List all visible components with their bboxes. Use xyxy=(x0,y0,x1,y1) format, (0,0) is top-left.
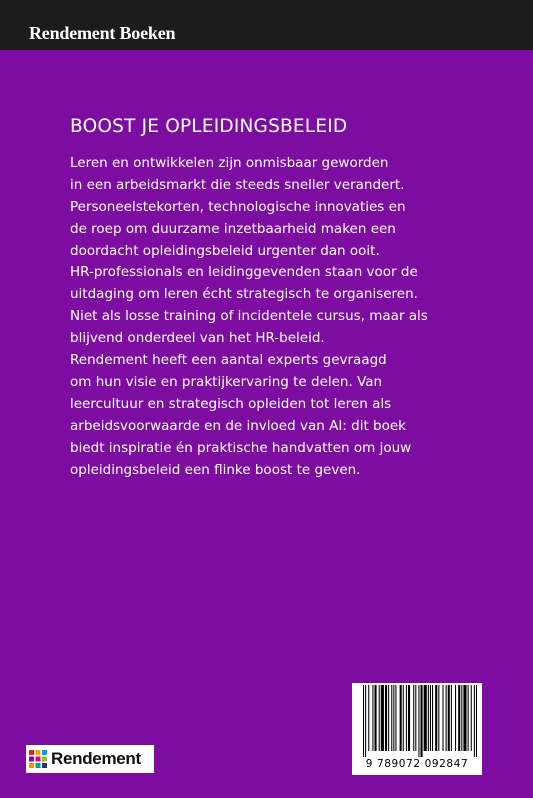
book-title: BOOST JE OPLEIDINGSBELEID xyxy=(70,116,348,137)
barcode-bar xyxy=(372,685,373,751)
logo-square xyxy=(29,763,34,768)
logo-square xyxy=(36,763,41,768)
barcode-bar xyxy=(442,685,443,751)
barcode-bars xyxy=(361,685,479,757)
barcode-bar xyxy=(415,685,416,751)
blurb-paragraph-1 xyxy=(70,152,406,262)
isbn-number: 9 789072 092847 xyxy=(365,758,469,770)
barcode-bar xyxy=(428,685,429,751)
blurb-line: Personeelstekorten, technologische innovaties en xyxy=(70,199,406,215)
barcode-bar xyxy=(400,685,402,751)
blurb-line: arbeidsvoorwaarde en de invloed van AI: dit boek xyxy=(70,418,406,434)
barcode-bar xyxy=(463,685,466,751)
publisher-name: Rendement Boeken xyxy=(29,23,176,43)
barcode-bar xyxy=(468,685,469,751)
barcode-bar xyxy=(388,685,389,751)
barcode-bar xyxy=(438,685,439,751)
barcode-bar xyxy=(432,685,433,751)
barcode-bar xyxy=(368,685,369,751)
barcode-bar xyxy=(391,685,392,751)
colored-squares-logo-icon xyxy=(29,750,47,768)
barcode-bar xyxy=(435,685,437,751)
barcode-bar xyxy=(474,685,475,757)
barcode-bar xyxy=(379,685,380,751)
blurb-paragraph-2 xyxy=(70,261,428,349)
logo-square xyxy=(42,757,47,762)
barcode-bar xyxy=(381,685,384,751)
blurb-line: doordacht opleidingsbeleid urgenter dan ooit. xyxy=(70,243,380,259)
blurb-line: Rendement heeft een aantal experts gevraagd xyxy=(70,352,387,368)
barcode-bar xyxy=(406,685,407,751)
blurb-line: opleidingsbeleid een flinke boost te geven. xyxy=(70,462,361,478)
blurb-line: leercultuur en strategisch opleiden tot leren als xyxy=(70,396,392,412)
blurb-line: Leren en ontwikkelen zijn onmisbaar geworden xyxy=(70,155,389,171)
logo-wordmark: Rendement xyxy=(51,749,141,768)
barcode-bar xyxy=(458,685,460,751)
blurb-line: in een arbeidsmarkt die steeds sneller verandert. xyxy=(70,177,405,193)
barcode-bar xyxy=(461,685,462,751)
barcode-bar xyxy=(451,685,452,751)
logo-square xyxy=(36,750,41,755)
blurb-line: Niet als losse training of incidentele cursus, maar als xyxy=(70,308,428,324)
barcode-bar xyxy=(418,685,419,757)
barcode-bar xyxy=(408,685,410,751)
barcode-bar xyxy=(393,685,394,751)
logo-square xyxy=(29,757,34,762)
blurb-line: uitdaging om leren écht strategisch te organiseren. xyxy=(70,286,418,302)
barcode xyxy=(352,683,482,775)
barcode-bar xyxy=(446,685,447,751)
barcode-bar xyxy=(363,685,364,757)
blurb-paragraph-3 xyxy=(70,349,411,481)
barcode-bar xyxy=(403,685,404,751)
barcode-bar xyxy=(385,685,387,751)
barcode-bar xyxy=(448,685,450,751)
barcode-bar xyxy=(471,685,472,751)
barcode-bar xyxy=(395,685,396,751)
blurb-line: biedt inspiratie én praktische handvatten om jouw xyxy=(70,440,412,456)
logo-square xyxy=(42,763,47,768)
barcode-bar xyxy=(413,685,414,751)
barcode-bar xyxy=(365,685,366,757)
rendement-logo xyxy=(26,745,154,773)
logo-square xyxy=(42,750,47,755)
blurb-line: blijvend onderdeel van het HR-beleid. xyxy=(70,330,325,346)
barcode-bar xyxy=(421,685,423,757)
logo-square xyxy=(29,750,34,755)
blurb-line: de roep om duurzame inzetbaarheid maken een xyxy=(70,221,396,237)
barcode-bar xyxy=(424,685,427,751)
barcode-bar xyxy=(430,685,431,751)
blurb-line: om hun visie en praktijkervaring te delen. Van xyxy=(70,374,383,390)
blurb-line: HR-professionals en leidinggevenden staan voor de xyxy=(70,264,418,280)
barcode-bar xyxy=(476,685,477,757)
header-bar xyxy=(0,0,533,50)
barcode-bar xyxy=(455,685,456,751)
barcode-bar xyxy=(375,685,377,751)
logo-square xyxy=(36,757,41,762)
